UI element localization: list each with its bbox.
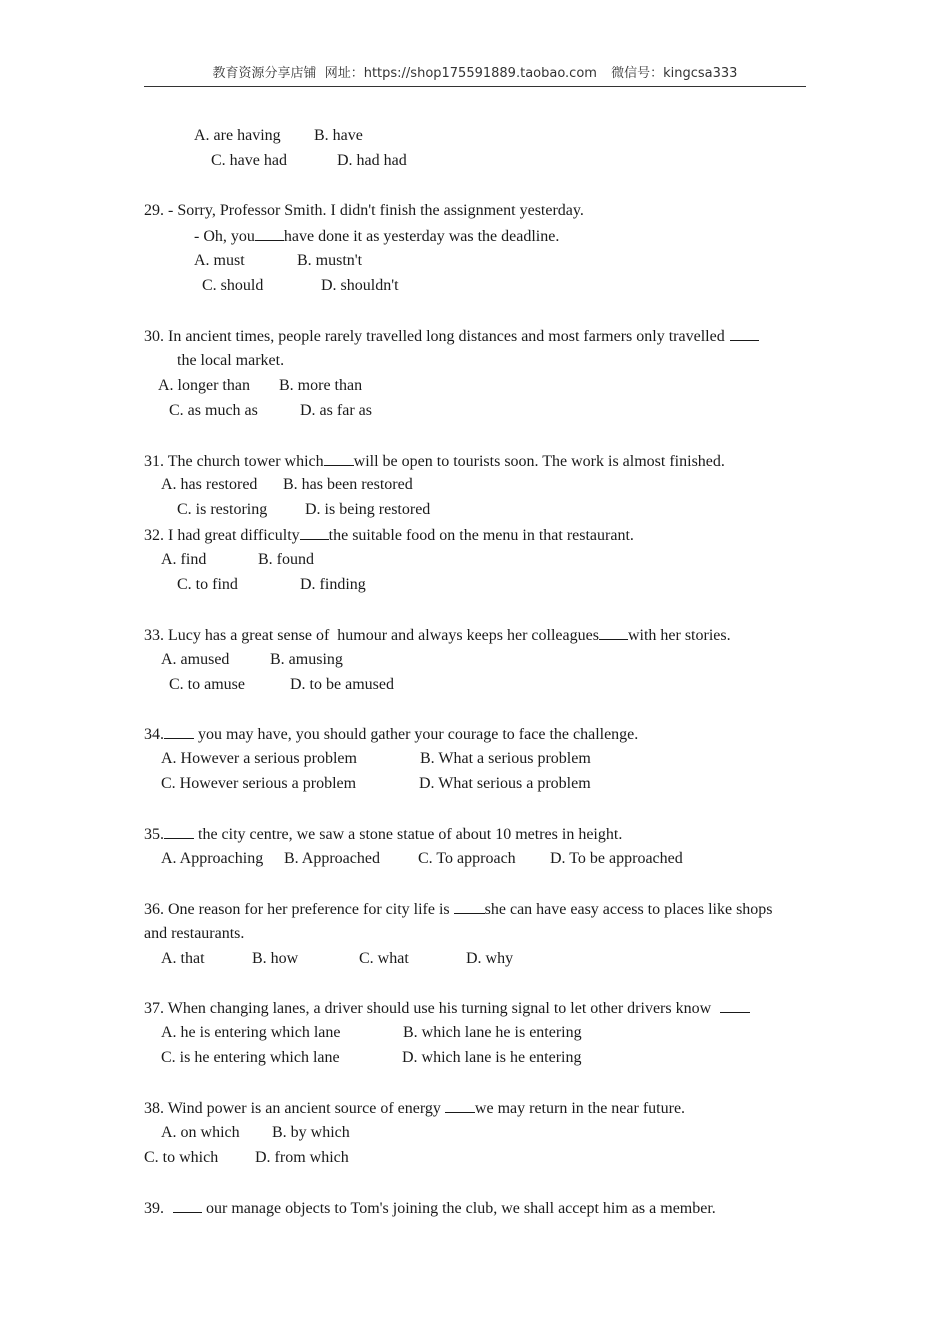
header-wechat: kingcsa333 [663,66,738,81]
q37-option-a: A. he is entering which lane [161,1024,341,1041]
q38-option-c: C. to which [144,1149,219,1166]
header-wechat-label: 微信号： [611,66,664,81]
q32-blank [300,525,329,540]
q39-stem-part2: our manage objects to Tom's joining the club, we shall accept him as a member. [202,1200,716,1217]
q29-option-b: B. mustn't [297,252,363,269]
q35-option-c: C. To approach [418,850,516,867]
q35-blank [164,824,194,839]
q37-option-d: D. which lane is he entering [402,1049,582,1066]
q33-option-d: D. to be amused [290,676,394,693]
q35-stem-part2: the city centre, we saw a stone statue of about 10 metres in height. [194,826,623,843]
q34-stem-part1: 34. [144,726,164,743]
q31-stem-part2: will be open to tourists soon. The work is almost finished. [353,453,725,470]
q30-option-a: A. longer than [158,377,250,394]
q29-option-c: C. should [202,277,264,294]
q34-stem-part2: you may have, you should gather your courage to face the challenge. [194,726,639,743]
q32-option-a: A. find [161,551,207,568]
q39-blank [173,1198,202,1213]
q30-stem-line1 [144,326,759,347]
q37-option-c: C. is he entering which lane [161,1049,340,1066]
q31-option-a: A. has restored [161,476,258,493]
q35-option-d: D. To be approached [550,850,683,867]
q32-option-d: D. finding [300,576,366,593]
q28-option-d: D. had had [337,152,407,169]
q38-stem [144,1098,685,1119]
q29-stem-part1: - Oh, you [194,228,255,245]
q31-stem [144,451,725,472]
q35-option-b: B. Approached [284,850,380,867]
q31-option-b: B. has been restored [283,476,413,493]
q32-stem [144,525,634,546]
q28-option-c: C. have had [211,152,287,169]
q31-option-d: D. is being restored [305,501,431,518]
q31-option-c: C. is restoring [177,501,268,518]
q38-option-b: B. by which [272,1124,350,1141]
q32-stem-part2: the suitable food on the menu in that restaurant. [328,527,634,544]
q28-option-b: B. have [314,127,363,144]
q29-blank [255,226,284,241]
q34-option-a: A. However a serious problem [161,750,357,767]
q32-option-b: B. found [258,551,314,568]
q30-stem-line2: the local market. [177,352,285,369]
q29-stem-line1: 29. - Sorry, Professor Smith. I didn't finish the assignment yesterday. [144,202,584,219]
header-shop-name: 教育资源分享店铺 [212,66,317,81]
q39-stem [144,1198,716,1219]
q35-stem-part1: 35. [144,826,164,843]
q32-option-c: C. to find [177,576,238,593]
q31-blank [324,451,354,466]
q36-option-a: A. that [161,950,205,967]
q34-option-c: C. However serious a problem [161,775,357,792]
q30-option-c: C. as much as [169,402,258,419]
q39-stem-part1: 39. [144,1200,164,1217]
q36-stem-line2: and restaurants. [144,925,245,942]
q34-option-d: D. What serious a problem [419,775,591,792]
q30-option-b: B. more than [279,377,363,394]
q38-stem-part1: 38. Wind power is an ancient source of energy [144,1100,445,1117]
q33-stem-part1: 33. Lucy has a great sense of humour and always keeps her colleagues [144,627,599,644]
q34-blank [164,724,194,739]
q34-option-b: B. What a serious problem [420,750,591,767]
q38-blank [445,1098,475,1113]
q34-stem [144,724,638,745]
q36-stem-part2: she can have easy access to places like shops [484,901,773,918]
q30-option-d: D. as far as [300,402,372,419]
q33-option-b: B. amusing [270,651,343,668]
q35-stem [144,824,622,845]
q36-stem-part1: 36. One reason for her preference for city life is [144,901,454,918]
q37-blank [720,998,750,1013]
q28-option-a: A. are having [194,127,281,144]
q29-option-d: D. shouldn't [321,277,399,294]
q29-stem-part2: have done it as yesterday was the deadline. [283,228,560,245]
header-url: https://shop175591889.taobao.com [363,66,597,81]
q29-option-a: A. must [194,252,245,269]
header-url-label: 网址： [324,66,364,81]
q33-stem [144,625,731,646]
q33-option-c: C. to amuse [169,676,245,693]
q29-stem-line2 [194,226,559,247]
q38-option-d: D. from which [255,1149,349,1166]
q31-stem-part1: 31. The church tower which [144,453,324,470]
q33-stem-part2: with her stories. [627,627,731,644]
page-header [144,64,806,87]
q37-stem-text: 37. When changing lanes, a driver should use his turning signal to let other drivers know [144,1000,712,1017]
q38-option-a: A. on which [161,1124,240,1141]
q35-option-a: A. Approaching [161,850,264,867]
q37-stem [144,998,750,1019]
q36-blank [454,899,485,914]
q36-option-b: B. how [252,950,299,967]
q36-stem-line1 [144,899,773,920]
q30-stem-part1: 30. In ancient times, people rarely travelled long distances and most farmers only travelled [144,328,725,345]
q36-option-d: D. why [466,950,514,967]
q36-option-c: C. what [359,950,409,967]
q38-stem-part2: we may return in the near future. [474,1100,686,1117]
q30-blank [730,326,759,341]
q37-option-b: B. which lane he is entering [403,1024,582,1041]
q32-stem-part1: 32. I had great difficulty [144,527,300,544]
q33-blank [599,625,628,640]
q33-option-a: A. amused [161,651,230,668]
